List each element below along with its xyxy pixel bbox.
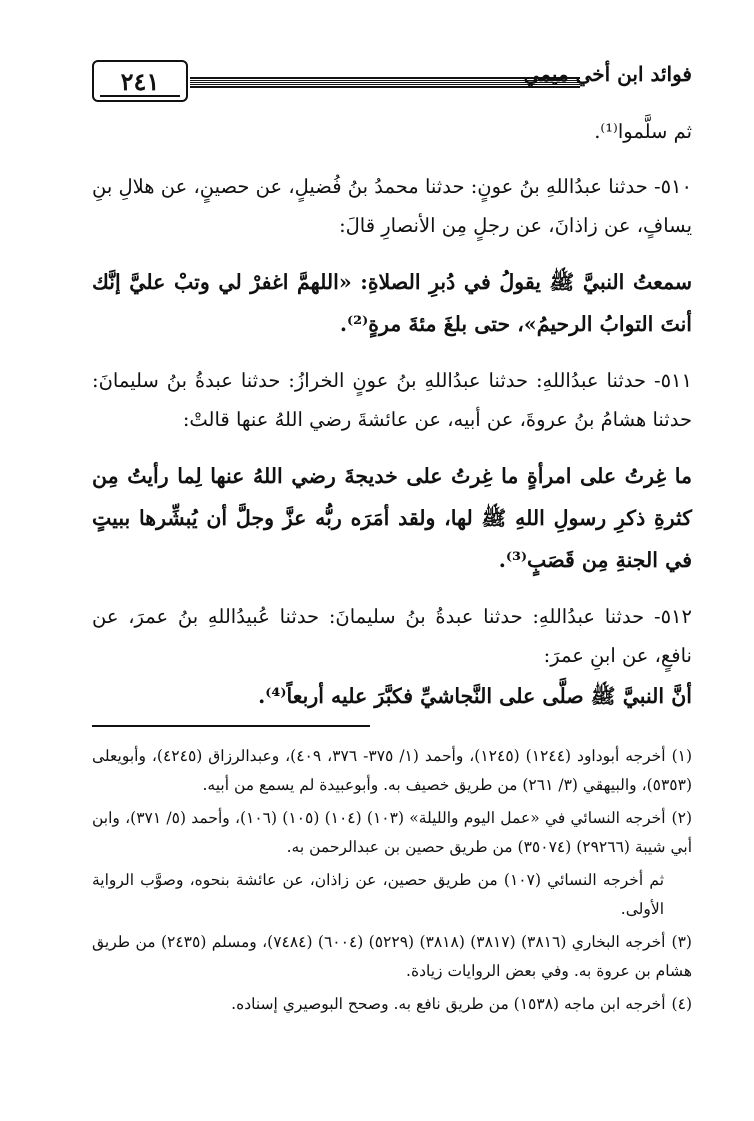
footnote-number: (٢) [671, 809, 692, 827]
footnote-3 [92, 928, 692, 986]
footnote-2 [92, 804, 692, 862]
footnote-text: أخرجه ابن ماجه (١٥٣٨) من طريق نافع به. وصحح البوصيري إسناده. [231, 995, 666, 1013]
hadith-512-isnad: ٥١٢- حدثنا عبدُاللهِ: حدثنا عبدةُ بنُ سليمانَ: حدثنا عُبيدُاللهِ بنُ عمرَ، عن نافعٍ، عن ابنِ عمرَ: [92, 605, 692, 667]
footnote-2-continued: ثم أخرجه النسائي (١٠٧) من طريق حصين، عن زاذان، عن عائشة بنحوه، وصوَّب الرواية الأولى. [92, 871, 665, 918]
footnotes [92, 742, 692, 1023]
footnote-number: (١) [671, 747, 693, 765]
hadith-510-isnad: ٥١٠- حدثنا عبدُاللهِ بنُ عونٍ: حدثنا محمدُ بنُ فُضيلٍ، عن حصينٍ، عن هلالِ بنِ يسافٍ، عن زاذانَ، عن رجلٍ مِن الأنصارِ قالَ: [92, 175, 692, 237]
footnote-text: أخرجه البخاري (٣٨١٦) (٣٨١٧) (٣٨١٨) (٥٢٢٩) (٦٠٠٤) (٧٤٨٤)، ومسلم (٢٤٣٥) من طريق هشام بن عروة به. وفي بعض الروايات زيادة. [92, 933, 692, 980]
page-header [92, 60, 692, 104]
footnote-1 [92, 742, 692, 800]
hadith-511-isnad: ٥١١- حدثنا عبدُاللهِ: حدثنا عبدُاللهِ بنُ عونٍ الخرازُ: حدثنا عبدةُ بنُ سليمانَ: حدثنا هشامُ بنُ عروةَ، عن أبيه، عن عائشةَ رضي اللهُ عنها قالتْ: [92, 369, 692, 431]
footnote-number: (٣) [671, 933, 692, 951]
main-text [92, 112, 692, 717]
book-title: فوائد ابن أخي ميمي [523, 62, 692, 86]
text-line-closing: ثم سلَّموا⁽¹⁾. [594, 120, 692, 143]
footnote-text: أخرجه أبوداود (١٢٤٤) (١٢٤٥)، وأحمد (١/ ٣٧٥- ٣٧٦، ٤٠٩)، وعبدالرزاق (٤٢٤٥)، وأبويعلى (٥٣٥٣)، والبيهقي (٣/ ٢٦١) من طريق خصيف به. وأبوعبيدة لم يسمع من أبيه. [92, 747, 692, 794]
footnote-separator [92, 725, 370, 727]
hadith-511-matn: ما غِرتُ على امرأةٍ ما غِرتُ على خديجةَ رضي اللهُ عنها لِما رأيتُ مِن كثرةِ ذكرِ رسولِ اللهِ ﷺ لها، ولقد أمَرَه ربُّه عزَّ وجلَّ أن يُبشِّرها ببيتٍ في الجنةِ مِن قَصَبٍ⁽³⁾. [92, 464, 692, 572]
hadith-510-matn: سمعتُ النبيَّ ﷺ يقولُ في دُبرِ الصلاةِ: «اللهمَّ اغفرْ لي وتبْ عليَّ إنَّك أنتَ التوابُ الرحيمُ»، حتى بلغَ مئةَ مرةٍ⁽²⁾. [92, 270, 692, 336]
footnote-number: (٤) [671, 995, 692, 1013]
page-number: ٢٤١ [92, 60, 188, 102]
hadith-512-matn: أنَّ النبيَّ ﷺ صلَّى على النَّجاشيِّ فكبَّرَ عليه أربعاً⁽⁴⁾. [258, 684, 692, 708]
header-rule [190, 77, 580, 88]
footnote-text: أخرجه النسائي في «عمل اليوم والليلة» (١٠٣) (١٠٤) (١٠٥) (١٠٦)، وأحمد (٥/ ٣٧١)، وابن أبي شيبة (٢٩٢٦٦) (٣٥٠٧٤) من طريق حصين بن عبدالرحمن به. [92, 809, 692, 856]
footnote-4 [92, 990, 692, 1019]
